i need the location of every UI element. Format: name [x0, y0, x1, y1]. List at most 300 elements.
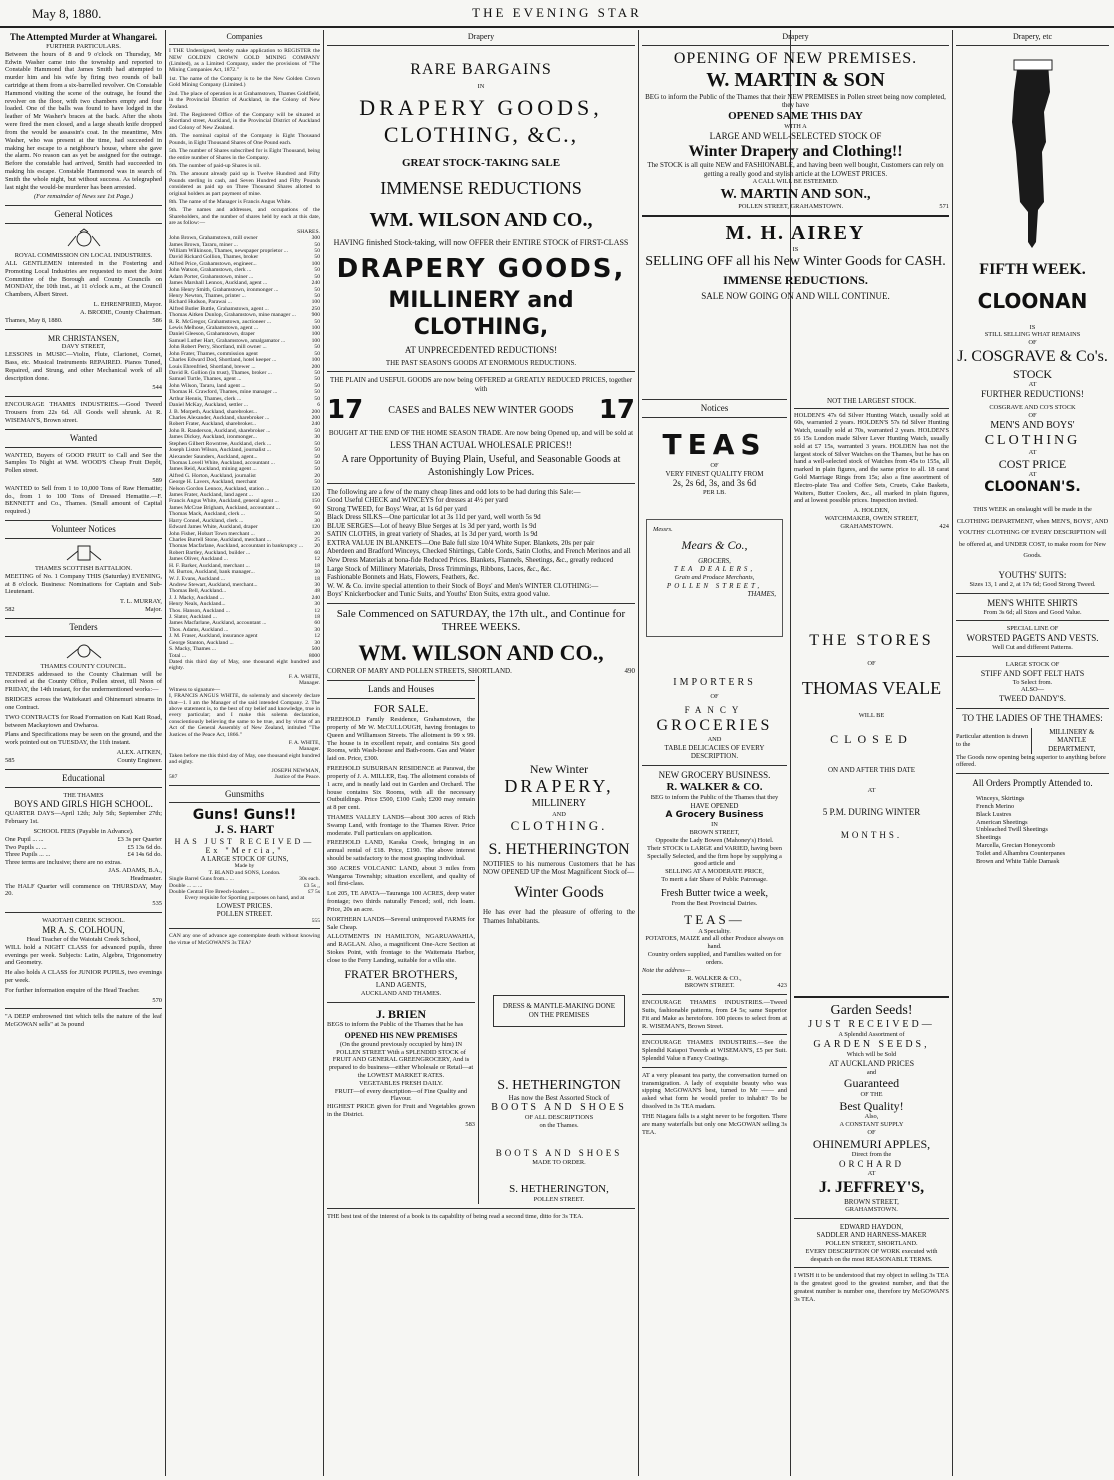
column-notices — [639, 395, 790, 1476]
tender-work-bridges: BRIDGES across the Waitekauri and Ohinemuri streams in one Contract. — [5, 696, 162, 711]
county-council-title: THAMES COUNTY COUNCIL. — [40, 662, 127, 670]
past-season: THE PAST SEASON'S GOODS AT ENORMOUS REDUCTIONS. — [385, 358, 577, 367]
all-orders: All Orders Promptly Attended to. — [972, 778, 1093, 789]
note-address: Note the address— — [642, 966, 691, 974]
at-word: AT — [867, 786, 876, 794]
orchard: ORCHARD — [838, 1159, 904, 1170]
section-gunsmiths: Gunsmiths — [169, 785, 320, 803]
shareholder-row-label: Alfred Butler Buttle, Grahamstown, agent ... — [169, 305, 269, 312]
school-extras: Three terms are inclusive; there are no extras. — [5, 859, 122, 867]
shareholder-row-value: 50 — [314, 248, 320, 254]
youths-suits: YOUTHS' SUITS: — [998, 569, 1067, 580]
goods-item: Unbleached Twill Sheetings — [976, 826, 1048, 834]
hart-lowest: LOWEST PRICES. — [216, 901, 273, 910]
het-boots-shoes-2: BOOTS AND SHOES — [495, 1147, 623, 1158]
this-week: THIS WEEK an onslaught will be made in the CLOTHING DEPARTMENT, when MEN'S, BOYS', AND YOUTHS' CLOTHING OF EVERY DESCRIPTION will be offered at, and UNDER COST, to make room for New Goods. — [956, 506, 1109, 560]
company-clause: 1st. The name of the Company is to be the New Golden Crown Gold Mining Company (Limited.) — [169, 75, 320, 89]
shareholder-row-label: Charles Alexander, Auckland, sharebroker ... — [169, 414, 270, 421]
notice-number: 535 — [152, 900, 162, 908]
het-millinery: MILLINERY — [531, 798, 587, 810]
shareholder-row-value: 50 — [314, 447, 320, 454]
shareholder-row-label: David R. Gollion (in trust), Thames, broker ... — [169, 370, 272, 377]
shareholder-row-value: 100 — [311, 325, 320, 332]
shareholder-row-label: Robert Bartley, Auckland, builder ... — [169, 549, 251, 556]
closed: CLOSED — [830, 731, 913, 746]
column-companies — [166, 30, 323, 1476]
shareholder-row-value: 250 — [311, 305, 320, 312]
hart-received: HAS JUST RECEIVED— Ex "Mercia," — [174, 836, 315, 856]
card-grocers: GROCERS, — [698, 556, 731, 565]
rare-bargains: RARE BARGAINS — [410, 60, 552, 78]
volunteer-crest-icon — [64, 543, 104, 563]
notice-number: 571 — [939, 203, 949, 211]
new-grocery-business: NEW GROCERY BUSINESS. — [658, 769, 771, 780]
teas-of: OF — [710, 462, 719, 470]
shareholder-row-label: Arthur Hennis, Thames, clerk ... — [169, 395, 242, 402]
walker-grocery-business: A Grocery Business — [665, 810, 764, 821]
company-intro: I THE Undersigned, hereby make application to REGISTER the NEW GOLDEN CROWN GOLD MINING COMPANY (Limited), as a Limited Company, under the provisions of "The Mining Companies Act, 1872." — [169, 48, 320, 74]
het-drapery: DRAPERY, — [504, 776, 614, 797]
hart-stock: A LARGE STOCK OF GUNS, — [200, 855, 289, 864]
shareholder-row-value: 50 — [314, 254, 320, 261]
colhoun-body-3: For further information enquire of the Head Teacher. — [5, 986, 140, 994]
cost-price: COST PRICE — [998, 456, 1067, 471]
drapery-goods-big: DRAPERY GOODS, — [336, 254, 626, 285]
teas-speciality: TEAS— — [684, 911, 745, 927]
guaranteed: Guaranteed — [843, 1076, 900, 1091]
holden-body: HOLDEN'S 47s 6d Silver Hunting Watch, usually sold at 60s, warranted 2 years. HOLDEN'S 57s 6d Silver Hunting Watch, usually sold at 70s, warranted 2 years. HOLDEN'S £6 15s London made Silver Lever Hunting Watch, usually sold at £7 15s, warranted 3 years. HOLDEN has not the largest stock of Silver Watches on the Thames, but he has on hand a well-selected stock of Watches from 45s to 155s, all marked in plain figures, and the same price to all. 18 carat Gold Marriage Rings from 15s; also a fine assortment of Electro-plate Tea and Coffee Sets, Cruets, Cake Baskets, Waiters, Butter Coolers, &c., all marked in plain figures, and at lowest possible prices. Inspection invited. — [794, 411, 949, 505]
shareholder-row-label: John Robert Perry, Shortland, mill owner ... — [169, 344, 267, 351]
shareholder-row-value: 20 — [314, 530, 320, 537]
less-than-wholesale: LESS THAN ACTUAL WHOLESALE PRICES!! — [390, 440, 572, 451]
walker-body: BEG to inform the Public of the Thames that they — [650, 793, 779, 801]
mcgowan-wish-ad: I WISH it to be understood that my object in selling 3s TEA is the greatest good to the greatest number, and that the greatest number is number one, therefore try McGOWAN'S 3s TEA. — [794, 1272, 949, 1303]
goods-item: Sheetings — [976, 834, 1001, 842]
walker-in: IN — [711, 821, 718, 829]
shareholder-row-label: J. M. Fraser, Auckland, insurance agent — [169, 633, 258, 640]
murder-article: Between the hours of 8 and 9 o'clock on Thursday, Mr Edwin Washer came into the township and reported to Constable Hammond that James Smith had attempted to murder him and his wife by firing two rounds of ball cartridge at them from a six-barrelled revolver. On Constable Hammond visiting the scene of the outrage, he found the revolver on the floor, with two chambers empty and four loaded. One of the balls was found to have lodged in the leather of Mr Washer's braces at the back. After the shots were fired the men closed, and a large sheath knife dropped from the would be assassin's coat. In the meantime, Mrs Washer, who was present at the time, had succeeded in making her escape to a neighbour's house, where she gave the alarm. No reason can as yet be assigned for the outrage. Before the constable had arrived, Smith had succeeded in making his escape. Constable Hammond was in search of Smith the whole night, but without success. As telegraphed last night the would-be murderer has been arrested. — [5, 50, 162, 191]
brien-opened: OPENED HIS NEW PREMISES — [344, 1031, 458, 1040]
just-received: JUST RECEIVED— — [808, 1018, 935, 1030]
groceries: GROCERIES — [656, 717, 773, 735]
school-fees-title: SCHOOL FEES (Payable in Advance). — [33, 827, 134, 835]
millinery-clothing: MILLINERY and CLOTHING, — [388, 287, 574, 340]
gun-price-row-label: Double Central Fire Breech-loaders ... — [169, 888, 255, 895]
section-drapery-etc: Drapery, etc — [956, 30, 1109, 46]
shareholder-row-value: 18 — [314, 562, 320, 569]
fresh-butter: Fresh Butter twice a week, — [661, 887, 768, 899]
shareholder-row-value: 30 — [314, 626, 320, 633]
shareholder-row-value: 18 — [314, 614, 320, 621]
shareholder-row-label: James Reid, Auckland, mining agent ... — [169, 466, 257, 473]
following-lines: The following are a few of the many cheap lines and odd lots to be had during this Sale:— — [327, 487, 581, 496]
frater-land-agents: LAND AGENTS, — [375, 981, 427, 990]
shareholder-row-label: Edward James White, Auckland, draper — [169, 524, 258, 531]
dated-line: Dated this third day of May, one thousand eight hundred and eighty. — [169, 659, 320, 672]
brien-name: J. BRIEN — [375, 1006, 426, 1021]
shareholder-row-label: R. R. McGregor, Grahamstown, auctioneer ... — [169, 318, 271, 325]
shareholder-row-label: Charles Edward Dod, Shortland, hotel keeper ... — [169, 357, 277, 364]
hart-name: J. S. HART — [215, 822, 274, 837]
murder-subhead: FURTHER PARTICULARS. — [46, 42, 121, 50]
clothing-headline: CLOTHING, &C., — [383, 121, 579, 147]
fee-row-label: One Pupil ... ... — [5, 835, 44, 843]
stores-of: OF — [867, 660, 876, 668]
shareholder-row-label: James Dickey, Auckland, ironmonger... — [169, 434, 257, 441]
special-line: SPECIAL LINE OF — [1006, 625, 1059, 633]
shareholder-row-value: 50 — [314, 466, 320, 473]
shareholder-row-label: Stephen Gilbert Rowntree, Auckland, clerk ... — [169, 440, 272, 447]
column-holden-veale — [791, 395, 952, 1476]
shareholder-row-label: M. Burton, Auckland, bank manager... — [169, 569, 255, 576]
further-reductions: FURTHER REDUCTIONS! — [981, 389, 1084, 400]
section-drapery: Drapery — [642, 30, 949, 46]
jeffrey-town: GRAHAMSTOWN. — [845, 1206, 898, 1214]
battalion-body: MEETING of No. 1 Company THIS (Saturday) EVENING, at 8 o'clock. Business: Nominations for Captain and Sub-Lieutenant. — [5, 572, 162, 596]
brien-vegetables: VEGETABLES FRESH DAILY. — [359, 1079, 443, 1087]
shareholder-row-value: 6 — [317, 402, 320, 409]
wilson-name: WM. WILSON AND CO., — [369, 209, 593, 232]
constant-supply: A CONSTANT SUPPLY — [839, 1121, 904, 1129]
section-notices: Notices — [642, 399, 787, 418]
every-description: EVERY DESCRIPTION OF WORK executed with despatch on the most REASONABLE TERMS. — [805, 1247, 938, 1263]
walker-name-2: R. WALKER & CO., — [687, 974, 742, 982]
shareholder-row-label: John Brown, Grahamstown, mill owner — [169, 235, 258, 242]
property-listing: Lot 205, TE APATA—Tauranga 100 ACRES, deep water frontage; two thirds naturally Fenced; soil, rich loam. Price, 20s an acre. — [327, 890, 475, 913]
winter-drapery: Winter Drapery and Clothing!! — [688, 142, 903, 160]
martin-name: W. MARTIN & SON — [706, 69, 885, 92]
company-clause: 4th. The nominal capital of the Company is Eight Thousand Pounds, in Eight Thousand Shares of One Pound each. — [169, 133, 320, 146]
thomas-veale: THOMAS VEALE — [801, 678, 942, 699]
shareholder-row-value: 500 — [311, 646, 320, 653]
signature-rank: Manager. — [299, 746, 320, 753]
issue-date: May 8, 1880. — [32, 6, 102, 21]
shareholder-row-label: Thomas Lovell White, Auckland, accountant ... — [169, 459, 275, 466]
brien-body: BEGS to inform the Public of the Thames that he has — [327, 1021, 464, 1029]
section-drapery: Drapery — [327, 30, 635, 46]
colhoun-body-2: He also holds A CLASS for JUNIOR PUPILS, two evenings per week. — [5, 969, 162, 984]
business-card — [646, 519, 783, 637]
cosgrave: J. COSGRAVE & Co's. — [957, 348, 1108, 366]
importers-of: OF — [710, 693, 719, 701]
het-made-to-order: MADE TO ORDER. — [532, 1158, 586, 1166]
saddler-street: POLLEN STREET, SHORTLAND. — [825, 1240, 918, 1247]
shareholder-row-value: 50 — [314, 440, 320, 447]
shareholder-row-value: 60 — [314, 620, 320, 627]
property-listing: FREEHOLD SUBURBAN RESIDENCE at Parawai, the property of J. A. MILLER, Esq. The allotment consists of 1 acre, and is neatly laid out in Garden and Orchard. The house contains Six Rooms, with all the necessary Outbuildings. Price £500, £100 Cash; £200 may remain at 8 per cent. — [327, 765, 475, 812]
saddler: SADDLER AND HARNESS-MAKER — [816, 1231, 927, 1240]
cases-bales: CASES and BALES NEW WINTER GOODS — [388, 404, 574, 416]
column-news-notices — [2, 30, 165, 1476]
fee-row-value: £4 14s 6d do. — [127, 851, 162, 859]
shareholder-row-value: 200 — [311, 408, 320, 415]
notice-number: 587 — [169, 774, 178, 781]
goods-now-opening: The Goods now opening being superior to anything before offered. — [956, 753, 1106, 769]
tender-body: TENDERS addressed to the County Chairman will be received at the County Office, Pollen street, till Noon of FRIDAY, the 14th instant, for the undermentioned works:— — [5, 670, 162, 694]
murder-headline: The Attempted Murder at Whangarei. — [9, 32, 158, 42]
fee-row-label: Two Pupils ... ... — [5, 843, 47, 851]
shareholder-row-value: 30 — [314, 601, 320, 608]
card-thames: THAMES, — [747, 590, 776, 599]
gun-price-row-label: Double ... ... ... — [169, 882, 203, 889]
with-a: WITH A — [784, 123, 807, 131]
walker-selling: SELLING AT A MODERATE PRICE, — [665, 868, 764, 876]
which-sold: Which will be Sold — [846, 1050, 897, 1058]
signature-adams: JAS. ADAMS, B.A., — [108, 867, 162, 875]
shareholder-row-label: George H. Lavers, Auckland, merchant — [169, 479, 257, 486]
shareholder-row-label: James Brown, Tararu, miner ... — [169, 241, 238, 248]
property-listing: FREEHOLD LAND, Karaka Creek, bringing in an annual rental of £18. Price, £190. The above interest should be satisfactory to the most grasping individual. — [327, 839, 475, 863]
brien-fruit: FRUIT—of every description—of Fine Quality and Flavour. — [334, 1087, 468, 1103]
shareholder-row-label: Adam Porter, Grahamstown, miner ... — [169, 273, 254, 280]
walker-merit: To merit a fair Share of Public Patronage. — [661, 875, 768, 883]
to-select: To Select from. — [1012, 678, 1053, 686]
masthead — [0, 0, 1114, 28]
shareholder-row-label: Thomas Macfarlane, Auckland, accountant in bankruptcy ... — [169, 543, 304, 550]
holden-addr: WATCHMAKER, OWEN STREET, — [824, 515, 919, 523]
shareholder-row-value: 25 — [314, 536, 320, 543]
martin-call: A CALL WILL BE ESTEEMED. — [752, 178, 839, 186]
goods-list — [956, 795, 1109, 865]
notice-number: 583 — [465, 1120, 475, 1128]
mens-white-shirts: MEN'S WHITE SHIRTS — [987, 597, 1078, 608]
guns-price-list — [169, 876, 320, 895]
also-word: ALSO— — [1020, 686, 1045, 694]
large-stock: LARGE AND WELL-SELECTED STOCK OF — [709, 130, 882, 141]
signature-rank: County Engineer. — [117, 756, 162, 764]
shareholder-row-label: Thomas Mack, Auckland, clerk ... — [169, 511, 245, 518]
fee-row — [5, 836, 162, 844]
cloonan: CLOONAN — [977, 289, 1088, 314]
signature-aitken: ALEX. AITKEN, — [116, 748, 162, 756]
guns-headline: Guns! Guns!! — [192, 806, 297, 823]
shareholder-row-label: Alexander Saunders, Auckland, agent... — [169, 453, 258, 460]
shareholder-row-label: J. B. Morpeth, Auckland, sharebroker... — [169, 408, 258, 415]
shareholder-row-value: 50 — [314, 350, 320, 357]
signature-county-chairman: A. BRODIE, County Chairman. — [79, 308, 162, 316]
shareholder-row-label: George Stanton, Auckland ... — [169, 639, 234, 646]
walker-have-opened: HAVE OPENED — [690, 801, 739, 810]
splendid-assortment: A Splendid Assortment of — [838, 1030, 905, 1038]
shareholder-row-value: 50 — [314, 370, 320, 377]
card-street: POLLEN STREET, — [666, 581, 763, 590]
notice-date: Thames, May 8, 1880. — [5, 316, 63, 324]
shareholder-row-label: Louis Ehrenfried, Shortland, brewer ... — [169, 363, 256, 370]
column-cloonan — [953, 30, 1112, 1476]
stock-word: STOCK — [1012, 366, 1053, 381]
het-best-stock: Has now the Best Assorted Stock of — [508, 1093, 610, 1102]
shareholder-row-label: Joseph Liston Wilson, Auckland, journalist ... — [169, 447, 271, 454]
ohinemuri-apples: OHINEMURI APPLES, — [812, 1136, 931, 1151]
brien-body-2: (On the ground previously occupied by him) IN POLLEN STREET With a SPLENDID STOCK of FRUIT AND GENERAL GREENGROCERY, And is prepared to do business—either Wholesale or Retail—at the LOWEST MARKET RATES. — [328, 1040, 474, 1079]
company-items — [169, 76, 320, 227]
shareholder-row-value: 120 — [311, 492, 320, 499]
card-grain: Grain and Produce Merchants, — [674, 573, 755, 581]
shareholder-row-value: 240 — [311, 421, 320, 428]
royal-crest-icon — [64, 228, 104, 250]
pointing-hand-icon — [998, 52, 1068, 252]
shareholder-row-label: Thos. Adams, Auckland ... — [169, 626, 229, 633]
shareholder-row-label: J. J. Macky, Auckland ... — [169, 594, 224, 601]
wanted-hematite-ad: WANTED to Sell from 1 to 10,000 Tons of Raw Hematite; do., from 1 to 100 Tons of Dressed Hematite.—F. BENNETT and Co., Thames. (Small amount of Capital required.) — [5, 484, 162, 516]
and-word: and — [866, 1068, 877, 1076]
company-clause: 3rd. The Registered Office of the Company will be situated at Shortland street, Auckland, in the Provincial District of Auckland and Colony of New Zealand. — [169, 111, 320, 131]
card-tea-dealers: TEA DEALERS, — [673, 565, 756, 574]
sale-line: Black Dress SILKS—One particular lot at 3s 11d per yard, well worth 5s 9d — [327, 513, 541, 522]
half-quarter: The HALF Quarter will commence on THURSDAY, May 20. — [5, 882, 162, 898]
shareholder-row-value: 50 — [314, 459, 320, 466]
shareholder-row-value: 300 — [311, 235, 320, 242]
royal-commission-title: ROYAL COMMISSION ON LOCAL INDUSTRIES. — [14, 252, 153, 260]
shareholder-row-label: Thomas Aitken Dunlop, Grahamstown, mine manager ... — [169, 312, 296, 319]
not-largest-stock: NOT THE LARGEST STOCK. — [794, 395, 949, 409]
tender-plans: Plans and Specifications may be seen on the ground, and the work pointed out on TUESDAY, the 11th instant. — [5, 731, 162, 747]
shareholder-row-value: 50 — [314, 273, 320, 280]
hart-maker: T. BLAND and SONS, London. — [208, 869, 281, 876]
shareholder-row-value: 100 — [311, 357, 320, 364]
martin-body: BEG to inform the Public of the Thames that their NEW PREMISES in Pollen street being now completed, they have — [645, 92, 946, 110]
bought-at: BOUGHT AT THE END OF THE HOME SEASON TRADE. Are now being Opened up, and will be sold at — [328, 428, 634, 437]
groceries-and: AND — [707, 735, 722, 743]
martin-street: POLLEN STREET, GRAHAMSTOWN. — [738, 203, 844, 211]
still-selling: STILL SELLING WHAT REMAINS — [984, 331, 1081, 339]
shareholder-row-value: 50 — [314, 389, 320, 396]
battalion-title: THAMES SCOTTISH BATTALION. — [35, 565, 132, 572]
shareholder-row-label: Alfred Price, Grahamstown, engineer... — [169, 260, 257, 267]
teas-quality: VERY FINEST QUALITY FROM — [665, 469, 764, 478]
walker-stock: Their STOCK is LARGE and VARIED, having been Specially Selected, and the firm hope by supplying a good article and — [647, 844, 782, 868]
also-word: Also, — [864, 1113, 879, 1121]
sale-line: Fashionable Bonnets and Hats, Flowers, Feathers, &c. — [327, 573, 480, 582]
auckland-prices: AT AUCKLAND PRICES — [828, 1058, 915, 1068]
best-quality: Best Quality! — [839, 1098, 904, 1113]
sale-line: Good Useful CHECK and WINCEYS for dresses at 4½ per yard — [327, 496, 508, 505]
walker-brown-street: BROWN STREET, — [689, 829, 740, 837]
wilson-corner: CORNER OF MARY AND POLLEN STREETS, SHORTLAND. — [327, 667, 512, 676]
jeffrey-name: J. JEFFREY'S, — [818, 1179, 925, 1197]
christansen-body: LESSONS in MUSIC—Violin, Flute, Clarionet, Cornet, Bass, etc. Musical Instruments REPAIRED. Pianos Tuned, Repaired, and Strung, and other Mechanical work of all description done. — [5, 351, 162, 382]
well-cut: Well Cut and different Patterns. — [992, 644, 1073, 652]
teas-per-lb: PER LB. — [702, 489, 727, 497]
signature-murray: T. L. MURRAY, — [120, 598, 162, 606]
seventeen-left: 17 — [327, 395, 364, 426]
christansen-street: DAVY STREET, — [61, 343, 106, 351]
shareholder-row-value: 30 — [314, 639, 320, 646]
jeffrey-street: BROWN STREET, — [844, 1197, 899, 1206]
company-clause: 9th. The names and addresses, and occupations of the Shareholders, and the number of shares held by each at this date, are as follow:— — [169, 207, 320, 227]
het-all-descriptions: OF ALL DESCRIPTIONS — [524, 1114, 594, 1122]
section-educational: Educational — [5, 769, 162, 788]
opened-this-day: OPENED SAME THIS DAY — [728, 109, 863, 122]
shareholder-row-value: 60 — [314, 549, 320, 556]
section-wanted: Wanted — [5, 429, 162, 448]
shareholders-list — [169, 235, 320, 652]
teas-prices: 2s, 2s 6d, 3s, and 3s 6d — [672, 478, 757, 489]
shareholder-row-label: Charles Burrell Stone, Auckland, merchant ... — [169, 536, 271, 543]
shareholder-row-label: James Frater, Auckland, land agent ... — [169, 492, 253, 499]
on-and-after: ON AND AFTER THIS DATE — [828, 766, 915, 775]
encourage-tweed-suits: ENCOURAGE THAMES INDUSTRIES.—Tweed Suits, fashionable patterns, from £4 5s; same Superior Fit and Make as heretofore. 100 pieces to select from at R. WISEMAN'S, Brown Street. — [642, 999, 787, 1030]
shareholder-row-value: 50 — [314, 286, 320, 293]
waiotahi-school-title: WAIOTAHI CREEK SCHOOL. — [42, 917, 125, 925]
section-volunteer-notices: Volunteer Notices — [5, 520, 162, 539]
het-winter-goods: Winter Goods — [514, 883, 604, 901]
notice-number: 423 — [777, 982, 787, 990]
months: MONTHS. — [840, 829, 903, 840]
property-list — [327, 716, 475, 964]
shareholder-row-value: 240 — [311, 280, 320, 287]
lands-column — [327, 676, 479, 1204]
taken-before: Taken before me this third day of May, one thousand eight hundred and eighty. — [169, 752, 320, 766]
gun-price-row-value: £7 5s — [308, 888, 320, 895]
shareholder-row-label: W. J. Evans, Auckland ... — [169, 575, 226, 582]
shareholder-row-value: 50 — [314, 382, 320, 389]
walker-opposite: Opposite the Lady Bowen (Mahoney's) Hotel. — [655, 836, 774, 844]
new-winter: New Winter — [529, 761, 589, 776]
shareholder-row-label: James Oliver, Auckland ... — [169, 556, 228, 563]
sale-line: Aberdeen and Bradford Winceys, Checked Shirtings, Cable Cords, Satin Cloths, and French Merinos and all New Dress Materials at bona-fide Reduced Prices. Blankets, Flannels, Sheetings, &c., greatly reduced — [327, 547, 631, 565]
butter-from: From the Best Provincial Dairies. — [671, 899, 758, 907]
holden-sign: A. HOLDEN, — [853, 507, 890, 515]
notice-number: 544 — [152, 384, 162, 392]
het-street: POLLEN STREET. — [533, 1196, 585, 1204]
goods-item: Black Lustres — [976, 810, 1012, 818]
school-title: BOYS AND GIRLS HIGH SCHOOL. — [14, 799, 153, 810]
fifth-week: FIFTH WEEK. — [979, 260, 1086, 278]
column-drapery-wilson — [324, 30, 638, 1476]
shareholder-row-value: 50 — [314, 267, 320, 274]
shareholder-row-label: J. Slator, Auckland ... — [169, 614, 217, 621]
shareholder-row-value: 60 — [314, 504, 320, 511]
shareholder-row-label: John R. Randerson, Auckland, sharebroker ... — [169, 427, 271, 434]
hart-street: POLLEN STREET. — [216, 909, 273, 918]
unprecedented: AT UNPRECEDENTED REDUCTIONS! — [404, 344, 558, 355]
shareholder-row-value: 48 — [314, 588, 320, 595]
shareholder-row-value: 12 — [314, 556, 320, 563]
fees-list — [5, 836, 162, 859]
shareholder-row-label: John Frater, Thames, commission agent — [169, 350, 258, 357]
card-messrs: Messrs. — [653, 526, 673, 534]
hart-requisite: Every requisite for Sporting purposes on hand, and at — [184, 895, 305, 902]
shareholder-row-value: 120 — [311, 524, 320, 531]
shareholder-row-label: Nelson Gordon Lennox, Auckland, station ... — [169, 485, 270, 492]
brien-highest: HIGHEST PRICE given for Fruit and Vegetables grown in the District. — [327, 1103, 475, 1119]
christansen-title: MR CHRISTANSEN, — [48, 333, 119, 343]
shareholder-row-value: 50 — [314, 453, 320, 460]
cosgrave-stock: COSGRAVE AND CO'S STOCK — [989, 404, 1076, 412]
direct-from: Direct from the — [851, 1151, 892, 1159]
seventeen-right: 17 — [598, 395, 635, 426]
school-title-small: THE THAMES — [63, 791, 104, 799]
martin-stock: The STOCK is all quite NEW and FASHIONABLE, and having been well bought, Customers can rely on getting a really good and stylish article at the LOWEST PRICES. — [647, 161, 944, 178]
shareholder-row-value: 120 — [311, 485, 320, 492]
fancy: FANCY — [684, 705, 745, 716]
immense-reductions: IMMENSE REDUCTIONS — [380, 178, 582, 199]
frater-brothers: FRATER BROTHERS, — [344, 966, 458, 981]
tweed-dandys: TWEED DANDY'S. — [999, 694, 1066, 704]
shareholder-row-value: 50 — [314, 318, 320, 325]
shareholder-row-label: James McCrae Brigham, Auckland, accountant ... — [169, 504, 280, 511]
airey-name: M. H. AIREY — [725, 222, 866, 245]
goods-item: Marcella, Grecian Honeycomb — [976, 842, 1055, 850]
hart-made-by: Made by — [234, 863, 255, 870]
shareholder-row-value: 30 — [314, 581, 320, 588]
sale-line: Strong TWEED, for Boys' Wear, at 1s 6d per yard — [327, 504, 467, 513]
mcgowan-tea-ad: "A DEEP embrowned tint which tells the nature of the leaf McGOWAN sells" at 3s pound — [5, 1013, 162, 1029]
section-companies: Companies — [169, 30, 320, 45]
goods-item: American Sheetings — [976, 818, 1028, 826]
signature-rank: Major. — [145, 606, 162, 614]
